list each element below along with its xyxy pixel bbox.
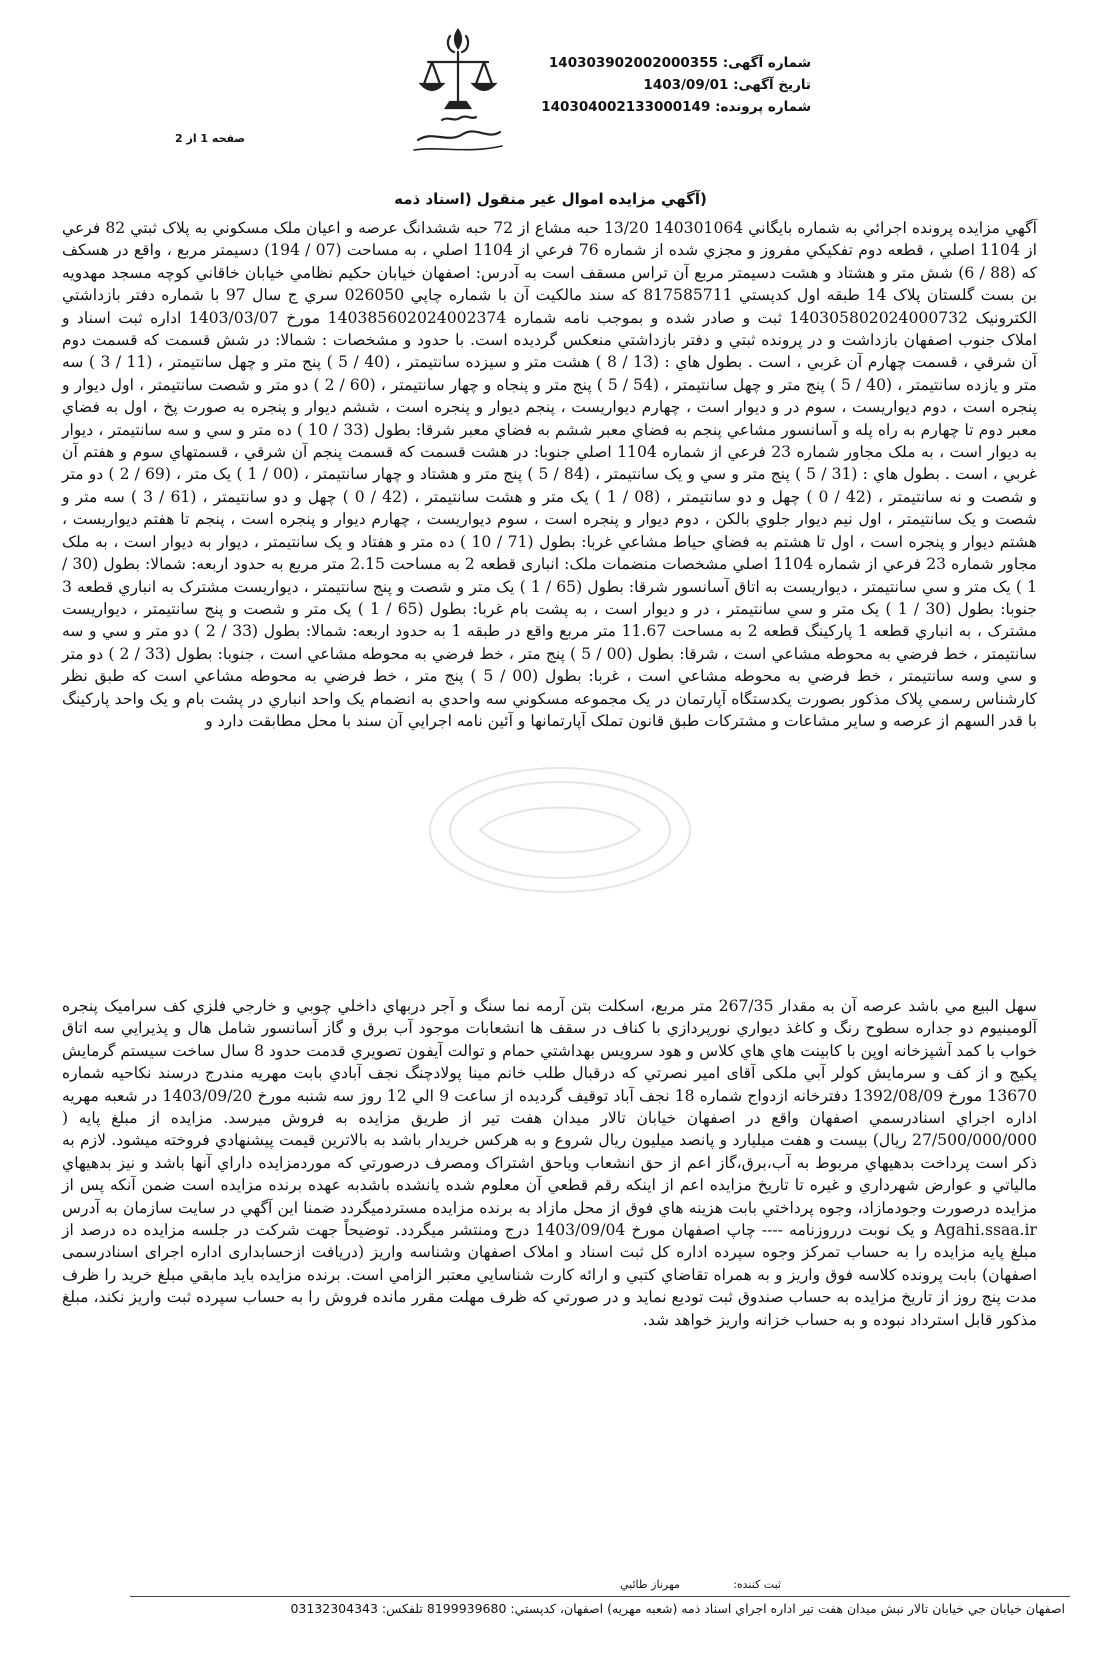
judiciary-logo: [388, 22, 528, 162]
footer-divider: [130, 1596, 1070, 1597]
notice-number: 140303902002000355: [548, 55, 718, 71]
notice-meta: [541, 52, 811, 118]
document-title: (آگهي مزايده اموال غير منقول (اسناد ذمه: [394, 190, 707, 208]
page-indicator: صفحه 1 از 2: [175, 132, 246, 145]
registrar-name: مهرناز طائبي: [620, 1578, 680, 1591]
body-paragraph-2: سهل البيع مي باشد عرصه آن به مقدار 267/35 متر مربع، اسکلت بتن آرمه نما سنگ و آجر دربهاي داخلي چوبي و خارجي فلزي کف سراميک پنجره آلومينيوم دو جداره سطوح رنگ و کاغذ ديواري نورپردازي با کناف در سقف ها انشعابات موجود آب برق و گاز آسانسور شامل هال و پذيرايي سه اتاق خواب با کمد آشپزخانه اوپن با کابينت هاي هاي کلاس و هود سرويس بهداشتي حمام و توالت آيفون تصويري قدمت حدود 8 سال ساخت سيستم گرمايش پکيج و از کف و سرمايش کولر آبي ملکی آقای امير نصرتي که درقبال طلب خانم مينا پولادچنگ نجف آبادي بابت مهريه مندرج درسند نکاحيه شماره 13670 مورخ 1392/08/09 دفترخانه ازدواج شماره 18 نجف آباد توقيف گرديده از ساعت 9 الي 12 روز سه شنبه مورخ 1403/09/20 در شعبه مهريه اداره اجراي اسنادرسمي اصفهان واقع در اصفهان خيابان تالار ميدان هفت تير از طريق مزايده به فروش ميرسد. مزايده از مبلغ پايه ( 27/500/000/000 ريال) بيست و هفت ميليارد و پانصد ميليون ريال شروع و به هرکس خريدار باشد به بالاترين قيمت پيشنهادي فروخته ميشود. لازم به ذکر است پرداخت بدهيهاي مربوط به آب،برق،گاز اعم از حق انشعاب وياحق اشتراک ومصرف درصورتي که موردمزايده داراي آنها باشد و نيز بدهيهاي مالياتي و عوارض شهرداري و غيره تا تاريخ مزايده اعم از اينکه رقم قطعي آن معلوم شده يانشده باشدبه عهده برنده مزايده است ضمن آنکه پس از مزايده درصورت وجودمازاد، وجوه پرداختي بابت هزينه هاي فوق از محل مازاد به برنده مزايده مستردميگردد ضمنا اين آگهي در سايت سازمان به آدرس Agahi.ssaa.ir و يک نوبت درروزنامه ---- چاپ اصفهان مورخ 1403/09/04 درج ومنتشر ميگردد. توضيحاً جهت شرکت در جلسه مزايده ده درصد از مبلغ پايه مزايده را به حساب تمرکز وجوه سپرده اداره کل ثبت اسناد و املاک اصفهان وشناسه واريز (دريافت ازحسابداری اداره اجرای اسنادرسمی اصفهان) بابت پرونده کلاسه فوق واريز و به همراه تقاضاي کتبي و ارائه کارت شناسايي معتبر الزامي است. برنده مزايده بايد مابقي مبلغ خريد را ظرف مدت پنج روز از تاريخ مزايده به حساب صندوق ثبت توديع نمايد و در صورتي که ظرف مهلت مقرر مانده فروش را به حساب سپرده ثبت واريز نکند، مبلغ مذکور قابل استرداد نبوده و به حساب خزانه واريز خواهد شد.: [62, 997, 1037, 1329]
notice-number-row: [541, 52, 811, 74]
case-number-row: [541, 96, 811, 118]
case-number-label: شماره پرونده:: [715, 99, 811, 115]
case-number: 140304002133000149: [541, 99, 711, 115]
body-paragraph-1: آگهي مزايده پرونده اجرائي به شماره بايگاني 140301064 13/20 حبه مشاع از 72 حبه ششدانگ عرصه و اعيان ملک مسکوني به پلاک ثبتي 82 فرعي از 1104 اصلي ، قطعه دوم تفکيکي مفروز و مجزي شده از شماره 76 فرعي از 1104 اصلي ، به مساحت (07 / 194) دسيمتر مربع ، واقع در هسکف که (88 / 6) شش متر و هشتاد و هشت دسيمتر مربع آن تراس مسقف است به آدرس: اصفهان خيابان حکيم نظامي خيابان خاقاني کوچه مسجد مهدويه بن بست گلستان پلاک 14 طبقه اول کدپستي 817585711 که سند مالکيت آن با شماره چاپي 026050 سري ج سال 97 با شماره دفتر بازداشتي الکترونيک 140305802024000732 ثبت و صادر شده و بموجب نامه شماره 140385602024002374 مورخ 1403/03/07 اداره ثبت اسناد و املاک جنوب اصفهان بازداشت و در پرونده ثبتي و دفتر بازداشتي منعکس گرديده است. با حدود و مشخصات : شمالا: در شش قسمت که قسمت دوم آن شرقي ، قسمت چهارم آن غربي ، است . بطول هاي : (13 / 8 ) هشت متر و سيزده سانتيمتر ، (40 / 5 ) پنج متر و چهل سانتيمتر ، (11 / 3 ) سه متر و يازده سانتيمتر ، (40 / 5 ) پنج متر و چهل سانتيمتر ، (54 / 5 ) پنج متر و پنجاه و چهار سانتيمتر ، (60 / 2 ) دو متر و شصت سانتيمتر ، اول ديوار و پنجره است ، دوم ديواريست ، سوم در و ديوار است ، چهارم ديواريست ، پنجم ديوار و پنجره است ، ششم ديوار و پنجره به صورت پخ ، اول به فضاي معبر دوم تا چهارم به راه پله و آسانسور مشاعي پنجم به فضاي معبر ششم به فضاي معبر شرقا: بطول (33 / 10 ) ده متر و سي و سه سانتيمتر ، ديوار به ديوار است ، به ملک مجاور شماره 23 فرعي از شماره 1104 اصلي جنوبا: در هشت قسمت که قسمت پنجم آن شرقي ، قسمتهاي سوم و هفتم آن غربي ، است . بطول هاي : (31 / 5 ) پنج متر و سي و يک سانتيمتر ، (84 / 5 ) پنج متر و هشتاد و چهار سانتيمتر ، (00 / 1 ) يک متر ، (69 / 2 ) دو متر و شصت و نه سانتيمتر ، (42 / 0 ) چهل و دو سانتيمتر ، (08 / 1 ) يک متر و هشت سانتيمتر ، (42 / 0 ) چهل و دو سانتيمتر ، (61 / 3 ) سه متر و شصت و يک سانتيمتر ، اول نيم ديوار جلوي بالکن ، دوم ديوار و پنجره است ، سوم ديواريست ، چهارم ديوار و پنجره است ، پنجم تا هفتم ديواريست ، هشتم ديوار و پنجره است ، اول تا هشتم به فضاي حياط مشاعي غربا: بطول (71 / 10 ) ده متر و هفتاد و يک سانتيمتر ، ديوار به ديوار است ، به ملک مجاور شماره 23 فرعي از شماره 1104 اصلي مشخصات منضمات ملک: انباری قطعه 2 به مساحت 2.15 متر مربع به حدود اربعه: شمالا: بطول (30 / 1 ) يک متر و سي سانتيمتر ، ديواريست به اتاق آسانسور شرقا: بطول (65 / 1 ) يک متر و شصت و پنج سانتيمتر ، ديواريست مشترک به انباري قطعه 3 جنوبا: بطول (30 / 1 ) يک متر و سي سانتيمتر ، در و ديوار است ، به پشت بام غربا: بطول (65 / 1 ) يک متر و شصت و پنج سانتيمتر ، ديواريست مشترک ، به انباري قطعه 1 پارکينگ قطعه 2 به مساحت 11.67 متر مربع واقع در طبقه 1 به حدود اربعه: شمالا: بطول (33 / 2 ) دو متر و سي و سه سانتيمتر ، خط فرضي به محوطه مشاعي است ، شرقا: بطول (00 / 5 ) پنج متر ، خط فرضي به محوطه مشاعي است ، جنوبا: بطول (33 / 2 ) دو متر و سي وسه سانتيمتر ، خط فرضي به محوطه مشاعي است ، غربا: بطول (00 / 5 ) پنج متر ، خط فرضي به محوطه مشاعي است که طبق نظر کارشناس رسمي پلاک مذکور بصورت يکدستگاه آپارتمان در يک مجموعه مسکوني سه واحدي به انضمام يک واحد انباري در پشت بام و يک واحد پارکينگ با قدر السهم از عرصه و ساير مشاعات و مشترکات طبق قانون تملک آپارتمانها و آئين نامه اجرايي آن سند با محل مطابقت دارد و: [62, 219, 1038, 730]
notice-date-row: [541, 74, 811, 96]
notice-number-label: شماره آگهی:: [722, 55, 811, 71]
seal-watermark: [420, 760, 700, 900]
registrar-label: ثبت کننده:: [733, 1578, 781, 1591]
footer-address: اصفهان خيابان جي خيابان تالار نبش ميدان هفت تير اداره اجراي اسناد ذمه (شعبه مهريه) اصفهان، كدپستي: 8199939680 تلفكس: 03132304343: [290, 1601, 1065, 1616]
notice-date: 1403/09/01: [643, 77, 729, 93]
notice-date-label: تاریخ آگهی:: [733, 77, 811, 93]
